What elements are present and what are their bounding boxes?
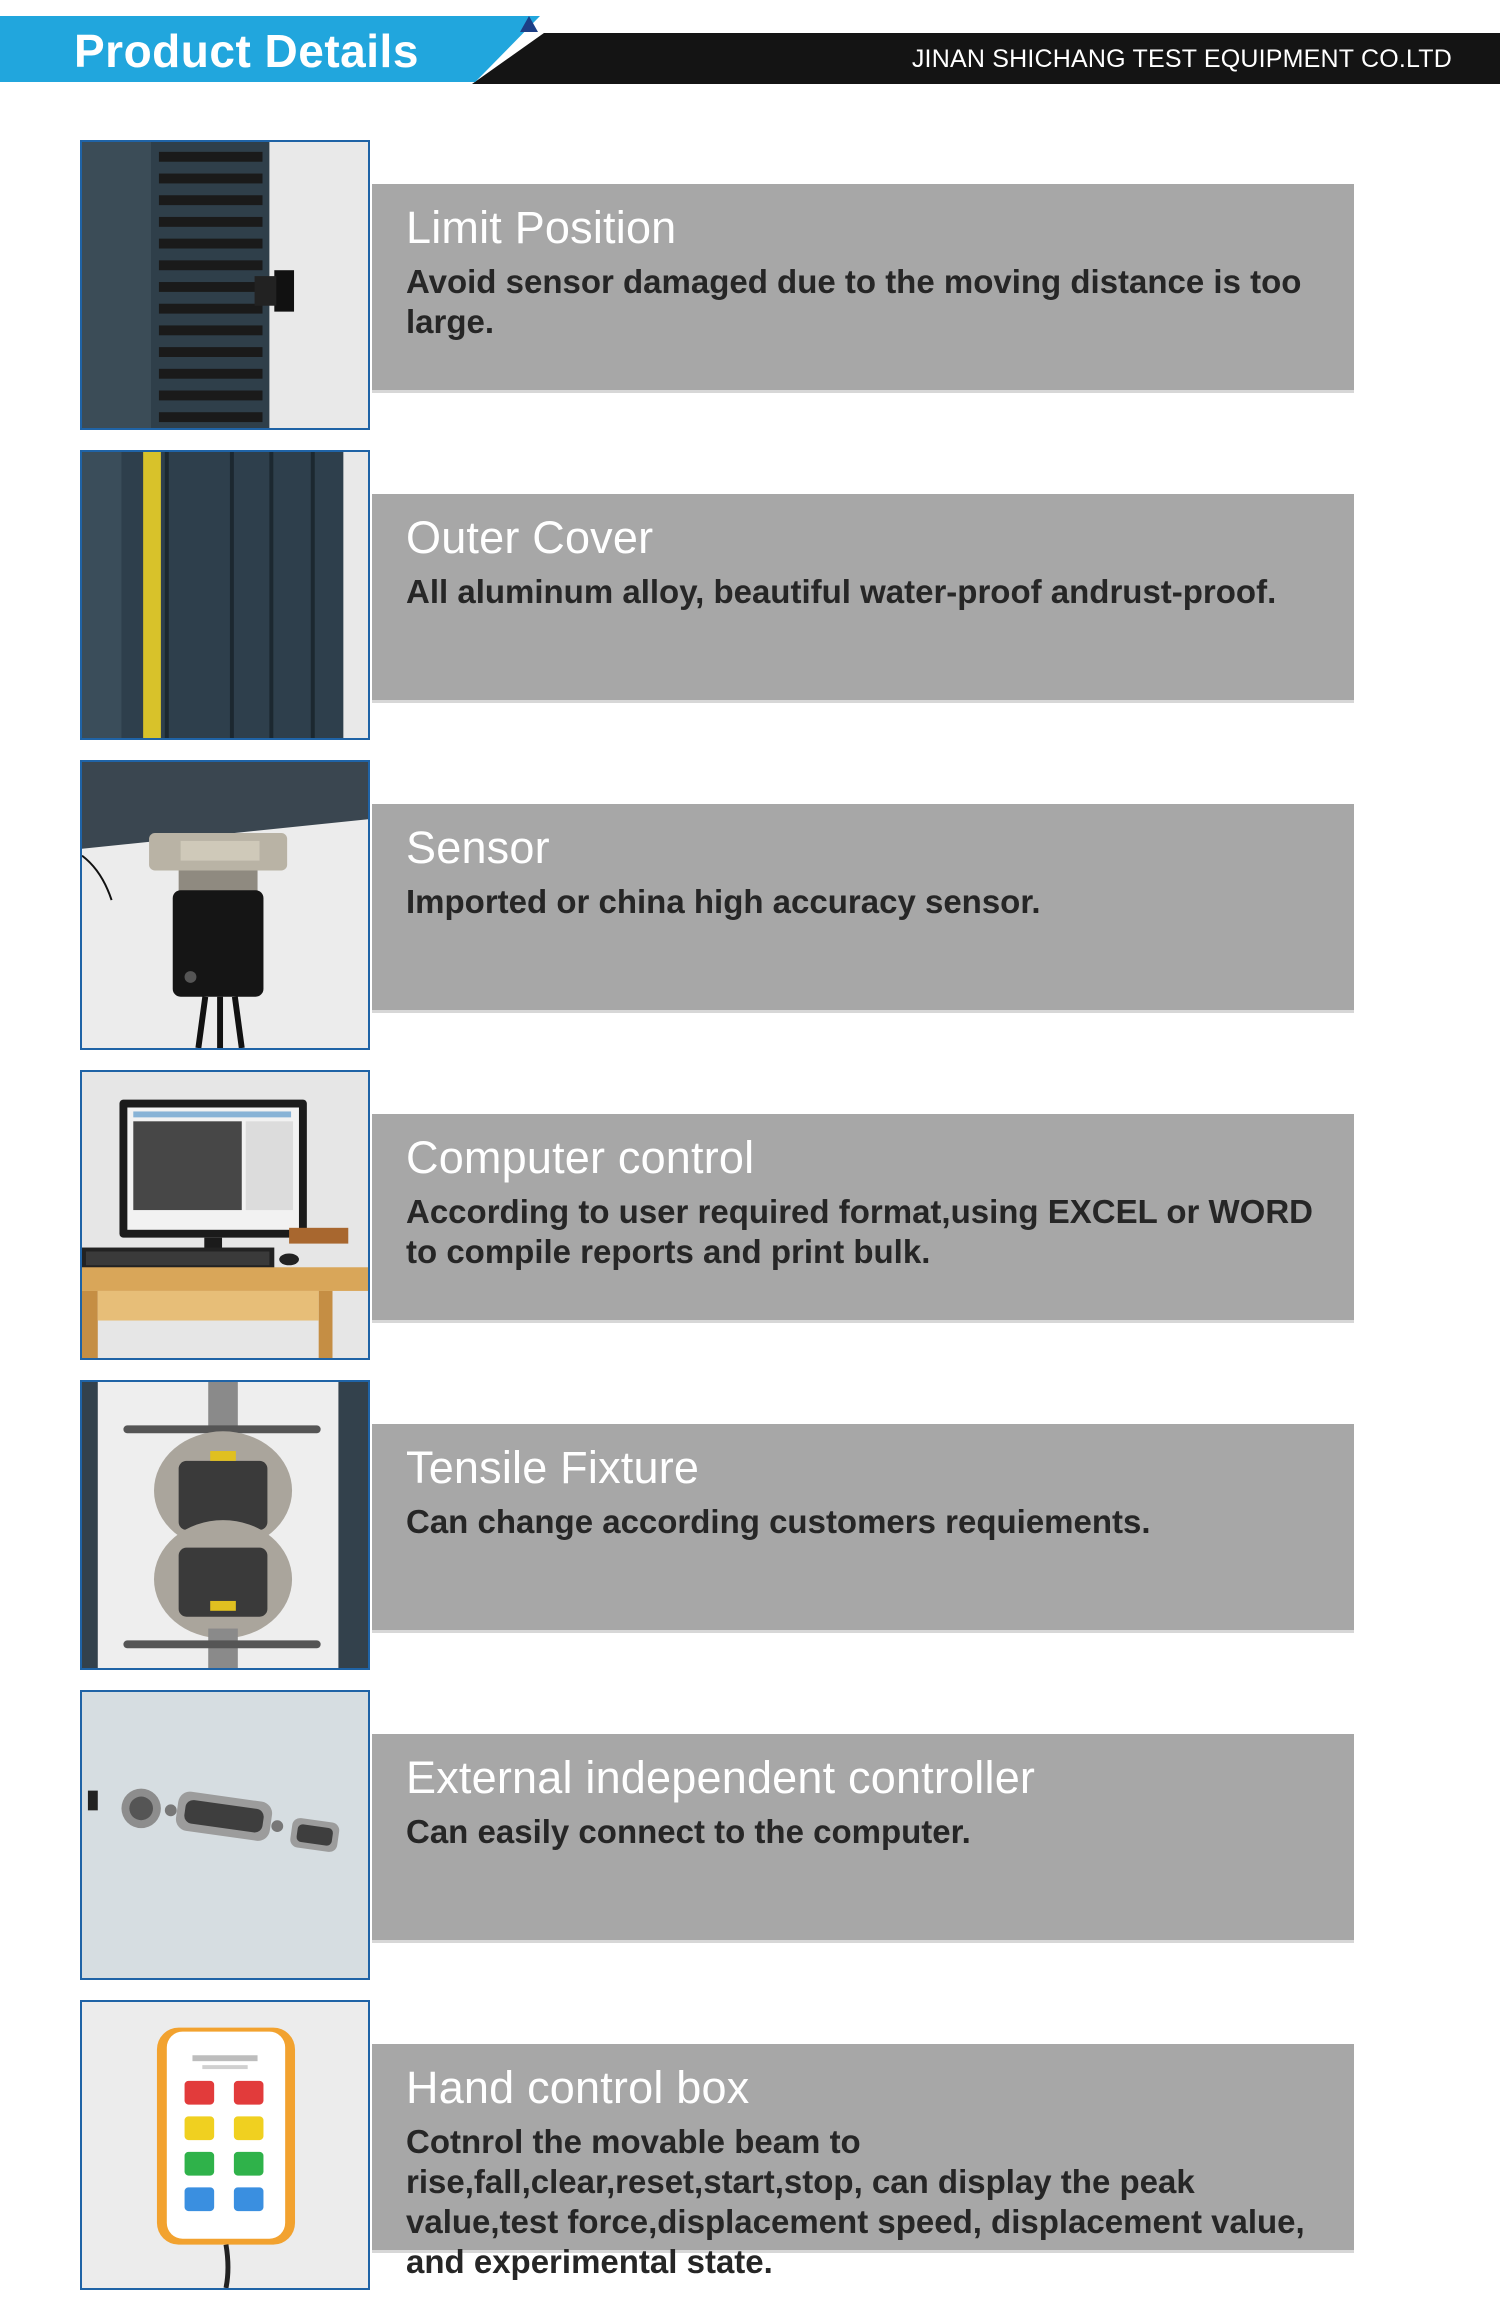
header-accent	[520, 16, 538, 32]
feature-row-hand-control-box	[0, 2000, 1500, 2296]
tensile-fixture-icon	[80, 1380, 370, 1670]
feature-title: External independent controller	[406, 1752, 1036, 1803]
feature-panel	[372, 1114, 1354, 1320]
feature-panel	[372, 184, 1354, 390]
hand-control-box-icon	[80, 2000, 370, 2290]
feature-description: Imported or china high accuracy sensor.	[406, 883, 1041, 920]
aluminum-cover-icon	[80, 450, 370, 740]
company-name: JINAN SHICHANG TEST EQUIPMENT CO.LTD	[911, 45, 1452, 73]
feature-panel	[372, 1734, 1354, 1940]
page-header	[0, 0, 1500, 84]
feature-description: According to user required format,using EXCEL or WORD to compile reports and print bulk.	[406, 1193, 1313, 1270]
page-title: Product Details	[74, 25, 419, 77]
feature-row-tensile-fixture	[0, 1380, 1500, 1676]
feature-title: Limit Position	[406, 202, 677, 253]
feature-panel	[372, 494, 1354, 700]
feature-row-external-controller	[0, 1690, 1500, 1986]
limit-switch-icon	[80, 140, 370, 430]
feature-panel	[372, 1424, 1354, 1630]
feature-row-sensor	[0, 760, 1500, 1056]
feature-description: Avoid sensor damaged due to the moving distance is too large.	[406, 263, 1302, 340]
feature-title: Outer Cover	[406, 512, 654, 563]
feature-panel	[372, 804, 1354, 1010]
feature-row-limit-position	[0, 140, 1500, 436]
feature-description: Can easily connect to the computer.	[406, 1813, 971, 1850]
feature-title: Sensor	[406, 822, 550, 873]
feature-description: All aluminum alloy, beautiful water-proof andrust-proof.	[406, 573, 1277, 610]
load-sensor-icon	[80, 760, 370, 1050]
feature-panel	[372, 2044, 1354, 2280]
feature-description: Can change according customers requiements.	[406, 1503, 1151, 1540]
feature-title: Computer control	[406, 1132, 755, 1183]
computer-icon	[80, 1070, 370, 1360]
feature-row-computer-control	[0, 1070, 1500, 1366]
feature-description: Cotnrol the movable beam to rise,fall,clear,reset,start,stop, can display the peak value,test force,displacement speed, displacement value, and experimental state.	[406, 2123, 1305, 2280]
connector-ports-icon	[80, 1690, 370, 1980]
feature-title: Tensile Fixture	[406, 1442, 700, 1493]
feature-title: Hand control box	[406, 2062, 750, 2113]
feature-row-outer-cover	[0, 450, 1500, 746]
